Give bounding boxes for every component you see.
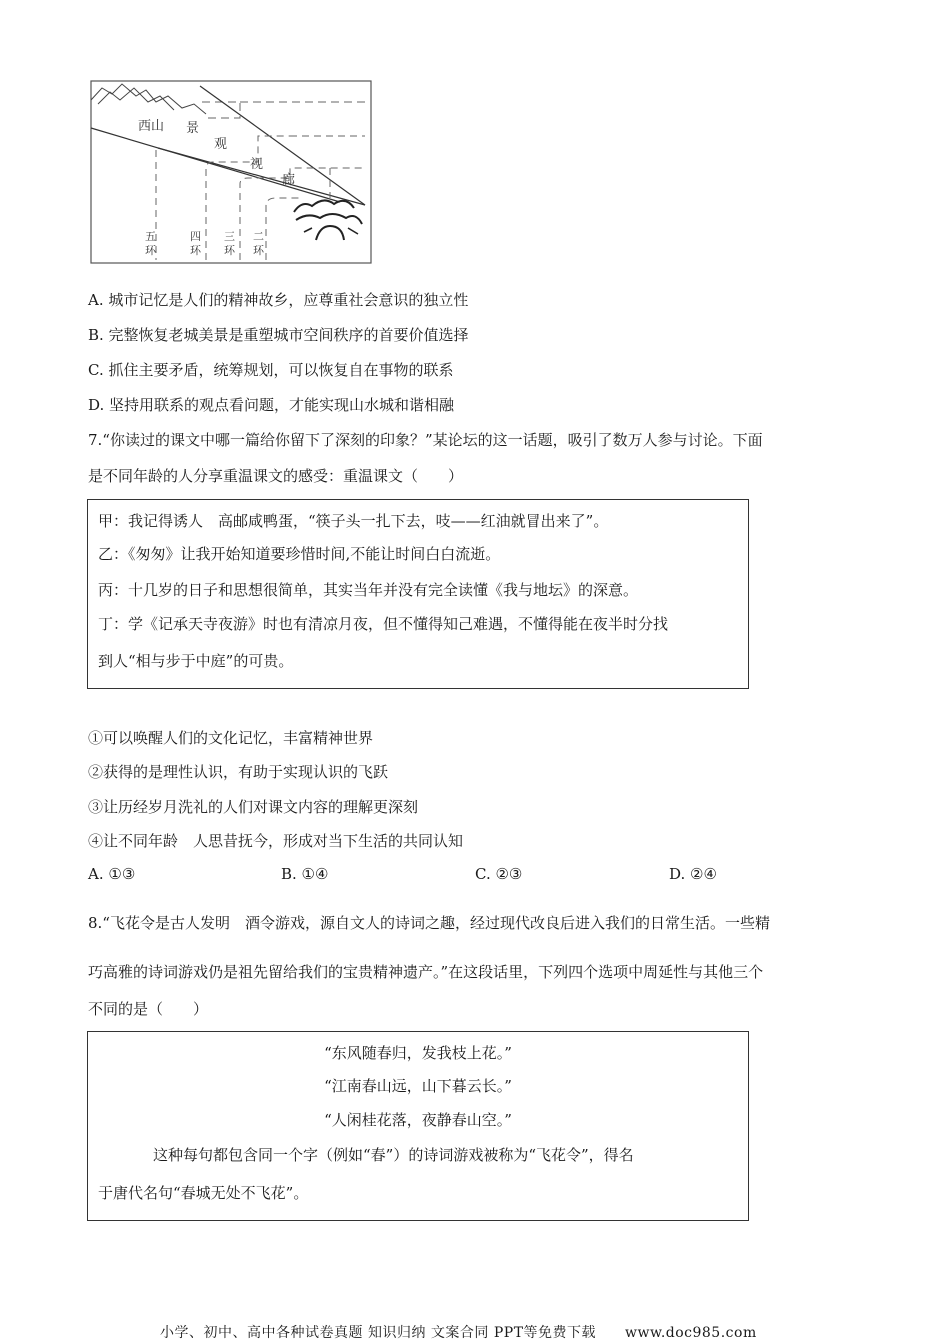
label-xishan: 西山 [138,119,165,134]
q8-quote-box [87,1031,749,1221]
label-ring4-a: 四 [190,230,201,243]
q7-quote-box [87,499,749,689]
q6-option-b: B. 完整恢复老城美景是重塑城市空间秩序的首要价值选择 [88,326,469,344]
q6-option-d: D. 坚持用联系的观点看问题，才能实现山水城和谐相融 [88,396,455,414]
q7-statement-4: ④让不同年龄 人思昔抚今，形成对当下生活的共同认知 [88,832,464,850]
q8-stem-line3: 不同的是（ ） [88,1000,209,1018]
label-ring3-a: 三 [224,230,235,243]
q7-statement-2: ②获得的是理性认识，有助于实现认识的飞跃 [88,763,389,781]
label-shi: 视 [250,157,264,172]
q7-quote-bing: 丙：十几岁的日子和思想很简单，其实当年并没有完全读懂《我与地坛》的深意。 [98,581,639,599]
q6-option-c: C. 抓住主要矛盾，统筹规划，可以恢复自在事物的联系 [88,361,454,379]
q8-poem-2: “江南春山远，山下暮云长。” [324,1077,512,1095]
label-lang: 廊 [282,173,296,188]
q7-choice-d: D. ②④ [669,865,717,883]
view-corridor-diagram [90,80,372,264]
q7-stem-line1: 7.“你读过的课文中哪一篇给你留下了深刻的印象？”某论坛的这一话题，吸引了数万人参与讨论。下面 [88,431,763,449]
q7-quote-ding: 丁：学《记承天寺夜游》时也有清凉月夜，但不懂得知己难遇，不懂得能在夜半时分找 [98,615,669,633]
label-guan: 观 [214,137,228,152]
q7-quote-ding-cont: 到人“相与步于中庭”的可贵。 [98,652,294,670]
q7-choice-c: C. ②③ [475,865,523,883]
q7-choice-a: A. ①③ [88,865,136,883]
q7-quote-jia: 甲：我记得诱人 高邮咸鸭蛋，“筷子头一扎下去，吱——红油就冒出来了”。 [98,512,609,530]
label-ring5-a: 五 [145,230,156,243]
label-ring5-b: 环 [145,244,156,257]
label-ring2-b: 环 [253,244,264,257]
view-corridor-figure [90,80,372,264]
q7-stem-line2: 是不同年龄的人分享重温课文的感受：重温课文（ ） [88,467,464,485]
label-jing: 景 [186,121,200,136]
q7-statement-3: ③让历经岁月洗礼的人们对课文内容的理解更深刻 [88,798,419,816]
q7-choice-b: B. ①④ [281,865,329,883]
q8-poem-3: “人闲桂花落，夜静春山空。” [324,1111,512,1129]
q8-stem-line1: 8.“飞花令是古人发明 酒令游戏，源自文人的诗词之趣，经过现代改良后进入我们的日常生活。一些精 [88,914,770,932]
label-ring2-a: 二 [253,230,264,243]
q6-option-a: A. 城市记忆是人们的精神故乡，应尊重社会意识的独立性 [88,291,469,309]
q8-para-line1: 这种每句都包含同一个字（例如“春”）的诗词游戏被称为“飞花令”，得名 [153,1146,634,1164]
q8-para-line2: 于唐代名句“春城无处不飞花”。 [98,1184,309,1202]
q7-statement-1: ①可以唤醒人们的文化记忆，丰富精神世界 [88,729,374,747]
label-ring3-b: 环 [224,244,235,257]
q8-stem-line2: 巧高雅的诗词游戏仍是祖先留给我们的宝贵精神遗产。”在这段话里，下列四个选项中周延性与其他三个 [88,963,764,981]
page-footer: 小学、初中、高中各种试卷真题 知识归纳 文案合同 PPT等免费下载 www.doc985.com [160,1325,757,1341]
q7-quote-yi: 乙：《匆匆》让我开始知道要珍惜时间,不能让时间白白流逝。 [98,545,501,563]
label-ring4-b: 环 [190,244,201,257]
q8-poem-1: “东风随春归，发我枝上花。” [324,1044,512,1062]
